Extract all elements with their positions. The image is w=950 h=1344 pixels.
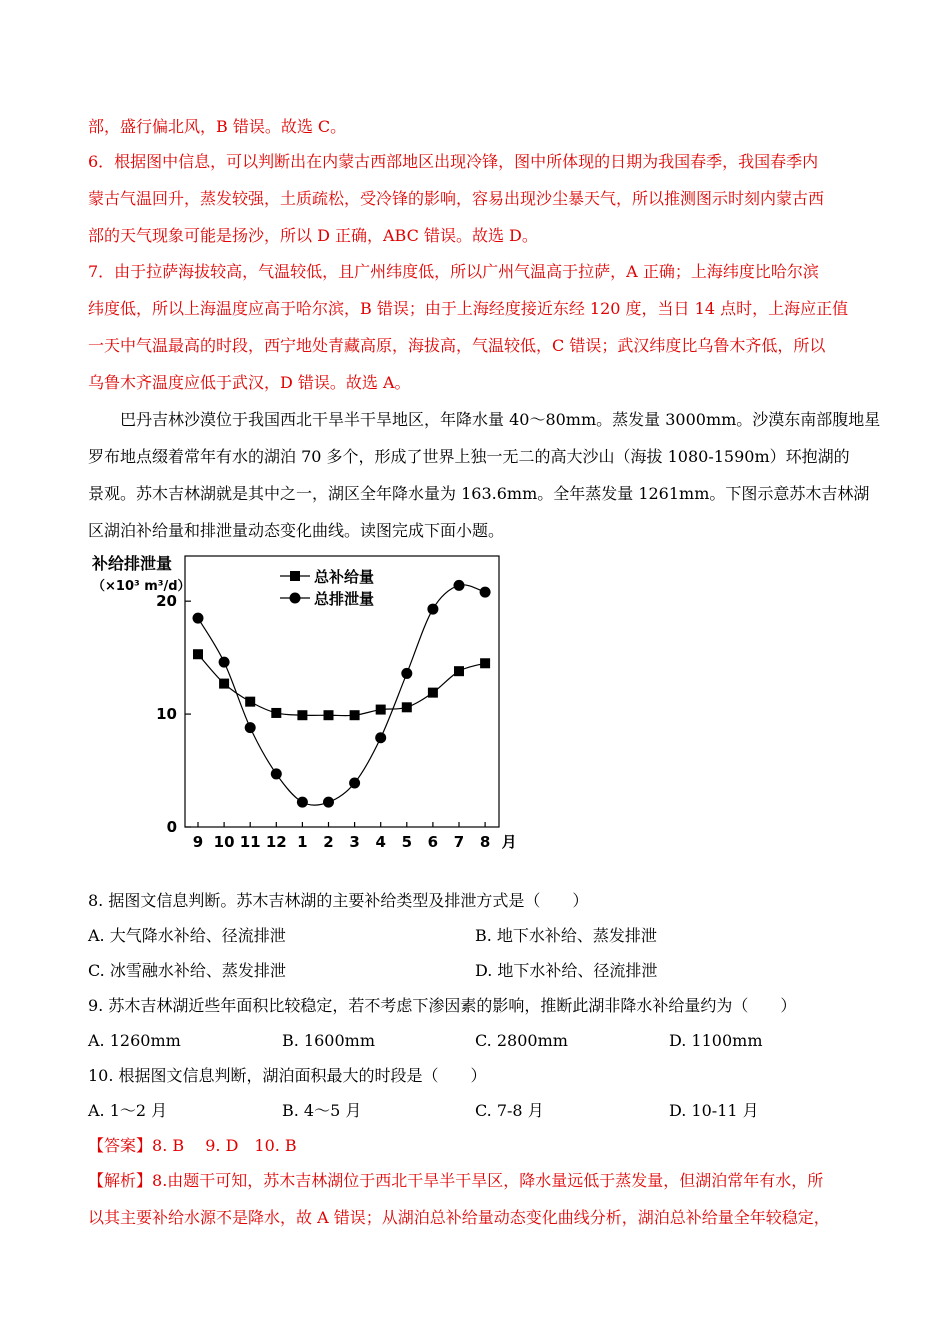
x-tick-label: 9: [192, 833, 204, 851]
data-point-recharge: [376, 705, 386, 715]
x-tick-label: 1: [297, 833, 308, 851]
chart-title: 补给排泄量: [92, 554, 173, 573]
x-tick-label: 10: [213, 833, 235, 851]
text-line: 乌鲁木齐温度应低于武汉，D 错误。故选 A。: [88, 373, 411, 392]
data-point-discharge: [401, 668, 412, 679]
q9-option-a[interactable]: A. 1260mm: [88, 1031, 181, 1050]
intro-line: 巴丹吉林沙漠位于我国西北干旱半干旱地区，年降水量 40～80mm。蒸发量 3000mm。沙漠东南部腹地星: [120, 410, 881, 429]
q8-stem: 8. 据图文信息判断。苏木吉林湖的主要补给类型及排泄方式是（ ）: [88, 891, 589, 910]
analysis-line: 以其主要补给水源不是降水，故 A 错误；从湖泊总补给量动态变化曲线分析，湖泊总补给量全年较稳定，: [88, 1208, 830, 1227]
text-line: 部，盛行偏北风，B 错误。故选 C。: [88, 117, 347, 136]
series-line-discharge: [198, 585, 485, 805]
data-point-recharge: [193, 649, 203, 659]
q9-option-c[interactable]: C. 2800mm: [475, 1031, 568, 1050]
q8-option-b[interactable]: B. 地下水补给、蒸发排泄: [475, 926, 657, 945]
q10-option-c[interactable]: C. 7-8 月: [475, 1101, 544, 1120]
y-tick-label: 20: [156, 592, 177, 611]
data-point-recharge: [297, 710, 307, 720]
x-tick-label: 8: [479, 833, 491, 851]
y-tick-label: 10: [156, 705, 177, 724]
x-ticks: [193, 822, 517, 851]
q10-stem: 10. 根据图文信息判断，湖泊面积最大的时段是（ ）: [88, 1066, 487, 1085]
data-point-recharge: [271, 708, 281, 718]
text-line: 6．根据图中信息，可以判断出在内蒙古西部地区出现冷锋，图中所体现的日期为我国春季，我国春季内: [88, 152, 819, 171]
data-point-recharge: [350, 710, 360, 720]
recharge-discharge-chart: [88, 548, 518, 858]
x-tick-label: 2: [323, 833, 334, 851]
data-point-discharge: [323, 797, 334, 808]
y-tick-label: 0: [166, 818, 177, 836]
answer-text: 8. B 9. D 10. B: [152, 1136, 297, 1155]
x-tick-label: 11: [239, 833, 261, 851]
data-point-recharge: [324, 710, 334, 720]
series-lines: [198, 585, 485, 805]
q8-option-d[interactable]: D. 地下水补给、径流排泄: [475, 961, 658, 980]
data-point-discharge: [219, 657, 230, 668]
data-point-discharge: [271, 768, 282, 779]
text-line: 部的天气现象可能是扬沙，所以 D 正确，ABC 错误。故选 D。: [88, 226, 538, 245]
x-tick-label: 6: [427, 833, 439, 851]
q9-stem: 9. 苏木吉林湖近些年面积比较稳定，若不考虑下渗因素的影响，推断此湖非降水补给量约为（ ）: [88, 996, 797, 1015]
data-point-discharge: [245, 722, 256, 733]
analysis-text: 8.由题干可知，苏木吉林湖位于西北干旱半干旱区，降水量远低于蒸发量，但湖泊常年有水，所: [152, 1171, 824, 1190]
answer-label: 【答案】: [88, 1136, 153, 1155]
q8-option-a[interactable]: A. 大气降水补给、径流排泄: [88, 926, 286, 945]
data-point-discharge: [193, 613, 204, 624]
data-point-discharge: [427, 604, 438, 615]
x-tick-label: 7: [453, 833, 465, 851]
legend-label-discharge: 总排泄量: [314, 590, 375, 608]
text-line: 纬度低，所以上海温度应高于哈尔滨，B 错误；由于上海经度接近东经 120 度，当日 14 点时，上海应正值: [88, 299, 849, 318]
legend-square-marker: [290, 571, 300, 581]
data-point-recharge: [454, 666, 464, 676]
x-tick-label: 5: [401, 833, 413, 851]
y-axis-label: （×10³ m³/d）: [92, 579, 191, 594]
x-tick-label: 4: [375, 833, 386, 851]
q10-option-d[interactable]: D. 10-11 月: [669, 1101, 759, 1120]
y-ticks: [156, 592, 191, 836]
intro-line: 罗布地点缀着常年有水的湖泊 70 多个，形成了世界上独一无二的高大沙山（海拔 1080-1590m）环抱湖的: [88, 447, 850, 466]
data-point-discharge: [454, 580, 465, 591]
x-axis-label: 月: [501, 833, 517, 851]
legend: [280, 568, 374, 608]
analysis-line: [88, 1170, 823, 1192]
data-point-discharge: [297, 797, 308, 808]
x-tick-label: 3: [349, 833, 360, 851]
data-point-recharge: [219, 679, 229, 689]
intro-line: 区湖泊补给量和排泄量动态变化曲线。读图完成下面小题。: [88, 521, 505, 540]
q10-option-b[interactable]: B. 4～5 月: [282, 1101, 362, 1120]
text-line: 蒙古气温回升，蒸发较强，土质疏松，受冷锋的影响，容易出现沙尘暴天气，所以推测图示时刻内蒙古西: [88, 189, 825, 208]
data-point-recharge: [245, 697, 255, 707]
q9-option-d[interactable]: D. 1100mm: [669, 1031, 763, 1050]
legend-circle-marker: [290, 593, 301, 604]
data-point-recharge: [428, 688, 438, 698]
x-tick-label: 12: [265, 833, 287, 851]
answer-line: [88, 1135, 297, 1157]
text-line: 一天中气温最高的时段，西宁地处青藏高原，海拔高，气温较低，C 错误；武汉纬度比乌鲁木齐低，所以: [88, 336, 826, 355]
data-point-recharge: [480, 658, 490, 668]
q8-option-c[interactable]: C. 冰雪融水补给、蒸发排泄: [88, 961, 286, 980]
data-point-discharge: [349, 777, 360, 788]
q9-option-b[interactable]: B. 1600mm: [282, 1031, 375, 1050]
legend-label-recharge: 总补给量: [314, 568, 375, 586]
data-point-discharge: [480, 587, 491, 598]
q10-option-a[interactable]: A. 1～2 月: [88, 1101, 168, 1120]
text-line: 7．由于拉萨海拔较高，气温较低，且广州纬度低，所以广州气温高于拉萨，A 正确；上海纬度比哈尔滨: [88, 262, 819, 281]
data-point-recharge: [402, 702, 412, 712]
analysis-label: 【解析】: [88, 1171, 153, 1190]
intro-line: 景观。苏木吉林湖就是其中之一，湖区全年降水量为 163.6mm。全年蒸发量 1261mm。下图示意苏木吉林湖: [88, 484, 870, 503]
data-point-discharge: [375, 732, 386, 743]
